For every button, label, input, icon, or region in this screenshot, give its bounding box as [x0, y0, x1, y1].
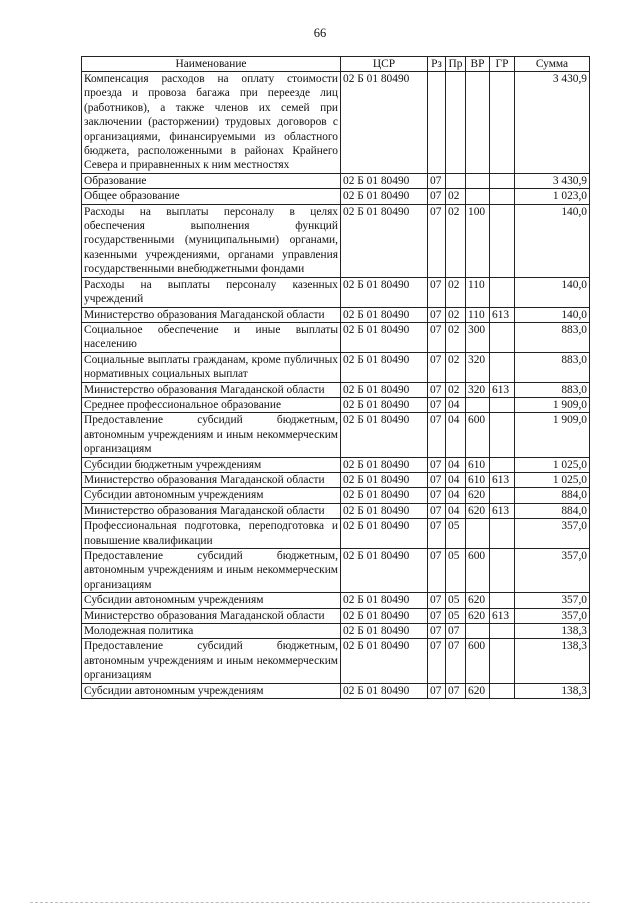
cell-name: Субсидии автономным учреждениям	[82, 488, 341, 503]
cell-name: Расходы на выплаты персоналу казенных учреждений	[82, 277, 341, 307]
cell-pr: 05	[446, 608, 466, 623]
cell-vr	[466, 519, 490, 549]
cell-rz: 07	[428, 189, 446, 204]
cell-name: Образование	[82, 173, 341, 188]
cell-csr: 02 Б 01 80490	[341, 397, 428, 412]
cell-csr: 02 Б 01 80490	[341, 307, 428, 322]
cell-csr: 02 Б 01 80490	[341, 204, 428, 277]
cell-rz: 07	[428, 382, 446, 397]
table-row	[82, 413, 590, 457]
cell-name: Общее образование	[82, 189, 341, 204]
cell-pr: 05	[446, 549, 466, 593]
cell-pr: 04	[446, 397, 466, 412]
cell-csr: 02 Б 01 80490	[341, 624, 428, 639]
cell-pr: 04	[446, 457, 466, 472]
cell-vr: 110	[466, 307, 490, 322]
table-row	[82, 683, 590, 698]
cell-csr: 02 Б 01 80490	[341, 639, 428, 683]
table-row	[82, 639, 590, 683]
cell-pr: 05	[446, 593, 466, 608]
cell-sum: 1 025,0	[515, 457, 590, 472]
cell-name: Предоставление субсидий бюджетным, автономным учреждениям и иным некоммерческим организациям	[82, 639, 341, 683]
cell-rz: 07	[428, 472, 446, 487]
cell-sum: 883,0	[515, 352, 590, 382]
cell-gr: 613	[490, 608, 515, 623]
cell-rz: 07	[428, 277, 446, 307]
cell-sum: 3 430,9	[515, 72, 590, 174]
cell-gr	[490, 173, 515, 188]
cell-gr: 613	[490, 307, 515, 322]
cell-pr: 05	[446, 519, 466, 549]
cell-vr: 610	[466, 457, 490, 472]
cell-rz: 07	[428, 593, 446, 608]
cell-vr: 610	[466, 472, 490, 487]
cell-vr: 620	[466, 683, 490, 698]
table-row	[82, 189, 590, 204]
cell-rz: 07	[428, 457, 446, 472]
cell-name: Предоставление субсидий бюджетным, автономным учреждениям и иным некоммерческим организациям	[82, 549, 341, 593]
cell-vr: 600	[466, 639, 490, 683]
cell-csr: 02 Б 01 80490	[341, 549, 428, 593]
table-row	[82, 307, 590, 322]
cell-rz: 07	[428, 352, 446, 382]
cell-pr: 04	[446, 503, 466, 518]
cell-csr: 02 Б 01 80490	[341, 593, 428, 608]
cell-csr: 02 Б 01 80490	[341, 683, 428, 698]
cell-rz: 07	[428, 204, 446, 277]
cell-vr: 620	[466, 593, 490, 608]
cell-vr: 620	[466, 488, 490, 503]
cell-csr: 02 Б 01 80490	[341, 457, 428, 472]
cell-csr: 02 Б 01 80490	[341, 472, 428, 487]
cell-name: Министерство образования Магаданской области	[82, 307, 341, 322]
cell-sum: 1 023,0	[515, 189, 590, 204]
cell-csr: 02 Б 01 80490	[341, 488, 428, 503]
cell-gr	[490, 639, 515, 683]
cell-gr	[490, 624, 515, 639]
cell-gr	[490, 189, 515, 204]
header-gr: ГР	[490, 57, 515, 72]
cell-rz: 07	[428, 173, 446, 188]
cell-gr	[490, 683, 515, 698]
table-header-row	[82, 57, 590, 72]
cell-csr: 02 Б 01 80490	[341, 382, 428, 397]
cell-name: Субсидии автономным учреждениям	[82, 593, 341, 608]
table-row	[82, 397, 590, 412]
table-row	[82, 382, 590, 397]
cell-gr	[490, 549, 515, 593]
cell-gr	[490, 204, 515, 277]
table-row	[82, 277, 590, 307]
cell-sum: 138,3	[515, 624, 590, 639]
table-row	[82, 322, 590, 352]
cell-sum: 140,0	[515, 204, 590, 277]
cell-vr: 100	[466, 204, 490, 277]
cell-gr: 613	[490, 472, 515, 487]
table-body	[82, 72, 590, 699]
cell-pr: 02	[446, 382, 466, 397]
cell-gr	[490, 352, 515, 382]
cell-csr: 02 Б 01 80490	[341, 352, 428, 382]
cell-pr: 02	[446, 189, 466, 204]
cell-gr	[490, 413, 515, 457]
cell-sum: 884,0	[515, 503, 590, 518]
table-row	[82, 173, 590, 188]
cell-sum: 3 430,9	[515, 173, 590, 188]
table-row	[82, 488, 590, 503]
cell-name: Министерство образования Магаданской области	[82, 503, 341, 518]
cell-gr: 613	[490, 503, 515, 518]
cell-sum: 140,0	[515, 307, 590, 322]
cell-name: Расходы на выплаты персоналу в целях обеспечения выполнения функций государственными (муниципальными) органами, казенными учреждениями, органами управления государственными внебюджетными фондами	[82, 204, 341, 277]
cell-name: Субсидии автономным учреждениям	[82, 683, 341, 698]
cell-csr: 02 Б 01 80490	[341, 277, 428, 307]
cell-rz	[428, 72, 446, 174]
cell-name: Профессиональная подготовка, переподготовка и повышение квалификации	[82, 519, 341, 549]
cell-sum: 140,0	[515, 277, 590, 307]
cell-name: Министерство образования Магаданской области	[82, 608, 341, 623]
cell-rz: 07	[428, 549, 446, 593]
cell-vr: 600	[466, 549, 490, 593]
cell-name: Молодежная политика	[82, 624, 341, 639]
cell-vr: 300	[466, 322, 490, 352]
cell-sum: 357,0	[515, 549, 590, 593]
table-row	[82, 204, 590, 277]
cell-gr	[490, 457, 515, 472]
cell-pr: 07	[446, 624, 466, 639]
cell-sum: 138,3	[515, 683, 590, 698]
cell-pr: 04	[446, 488, 466, 503]
cell-pr	[446, 72, 466, 174]
budget-table	[81, 56, 590, 699]
cell-name: Министерство образования Магаданской области	[82, 472, 341, 487]
table-row	[82, 624, 590, 639]
cell-csr: 02 Б 01 80490	[341, 413, 428, 457]
cell-sum: 884,0	[515, 488, 590, 503]
cell-vr: 320	[466, 382, 490, 397]
cell-vr: 600	[466, 413, 490, 457]
cell-pr: 02	[446, 307, 466, 322]
scan-edge-divider	[30, 902, 590, 904]
cell-pr: 02	[446, 204, 466, 277]
cell-rz: 07	[428, 639, 446, 683]
cell-sum: 357,0	[515, 519, 590, 549]
cell-vr	[466, 72, 490, 174]
cell-csr: 02 Б 01 80490	[341, 322, 428, 352]
cell-csr: 02 Б 01 80490	[341, 503, 428, 518]
cell-gr	[490, 397, 515, 412]
cell-name: Социальное обеспечение и иные выплаты населению	[82, 322, 341, 352]
table-row	[82, 519, 590, 549]
header-vr: ВР	[466, 57, 490, 72]
cell-csr: 02 Б 01 80490	[341, 173, 428, 188]
cell-name: Социальные выплаты гражданам, кроме публичных нормативных социальных выплат	[82, 352, 341, 382]
cell-pr: 04	[446, 413, 466, 457]
header-name: Наименование	[82, 57, 341, 72]
cell-name: Среднее профессиональное образование	[82, 397, 341, 412]
cell-gr	[490, 488, 515, 503]
cell-vr	[466, 624, 490, 639]
cell-vr: 320	[466, 352, 490, 382]
cell-rz: 07	[428, 397, 446, 412]
cell-gr	[490, 72, 515, 174]
cell-rz: 07	[428, 488, 446, 503]
cell-sum: 138,3	[515, 639, 590, 683]
cell-vr	[466, 397, 490, 412]
cell-rz: 07	[428, 519, 446, 549]
cell-rz: 07	[428, 683, 446, 698]
table-row	[82, 72, 590, 174]
header-rz: Рз	[428, 57, 446, 72]
cell-name: Субсидии бюджетным учреждениям	[82, 457, 341, 472]
cell-rz: 07	[428, 608, 446, 623]
table-row	[82, 608, 590, 623]
cell-rz: 07	[428, 322, 446, 352]
cell-sum: 883,0	[515, 322, 590, 352]
table-row	[82, 352, 590, 382]
cell-sum: 1 025,0	[515, 472, 590, 487]
cell-sum: 1 909,0	[515, 397, 590, 412]
header-csr: ЦСР	[341, 57, 428, 72]
cell-name: Предоставление субсидий бюджетным, автономным учреждениям и иным некоммерческим организациям	[82, 413, 341, 457]
cell-pr	[446, 173, 466, 188]
cell-csr: 02 Б 01 80490	[341, 72, 428, 174]
cell-name: Компенсация расходов на оплату стоимости проезда и провоза багажа при переезде лиц (работников), а также членов их семей при заключении (расторжении) трудовых договоров с организациями, финансируемыми из областного бюджета, расположенными в районах Крайнего Севера и приравненных к ним местностях	[82, 72, 341, 174]
header-pr: Пр	[446, 57, 466, 72]
cell-name: Министерство образования Магаданской области	[82, 382, 341, 397]
cell-sum: 357,0	[515, 608, 590, 623]
cell-vr: 620	[466, 608, 490, 623]
cell-pr: 04	[446, 472, 466, 487]
cell-vr	[466, 173, 490, 188]
cell-vr	[466, 189, 490, 204]
cell-pr: 07	[446, 639, 466, 683]
cell-csr: 02 Б 01 80490	[341, 189, 428, 204]
cell-sum: 1 909,0	[515, 413, 590, 457]
page-number: 66	[313, 26, 327, 40]
cell-gr	[490, 593, 515, 608]
cell-gr	[490, 277, 515, 307]
cell-pr: 02	[446, 352, 466, 382]
header-sum: Сумма	[515, 57, 590, 72]
cell-sum: 357,0	[515, 593, 590, 608]
cell-gr: 613	[490, 382, 515, 397]
table-row	[82, 503, 590, 518]
cell-pr: 02	[446, 277, 466, 307]
cell-pr: 07	[446, 683, 466, 698]
cell-gr	[490, 519, 515, 549]
cell-rz: 07	[428, 307, 446, 322]
table-row	[82, 457, 590, 472]
cell-pr: 02	[446, 322, 466, 352]
cell-gr	[490, 322, 515, 352]
cell-rz: 07	[428, 624, 446, 639]
cell-rz: 07	[428, 413, 446, 457]
table-row	[82, 549, 590, 593]
table-row	[82, 593, 590, 608]
cell-csr: 02 Б 01 80490	[341, 608, 428, 623]
cell-csr: 02 Б 01 80490	[341, 519, 428, 549]
cell-vr: 620	[466, 503, 490, 518]
table-row	[82, 472, 590, 487]
cell-rz: 07	[428, 503, 446, 518]
cell-vr: 110	[466, 277, 490, 307]
cell-sum: 883,0	[515, 382, 590, 397]
